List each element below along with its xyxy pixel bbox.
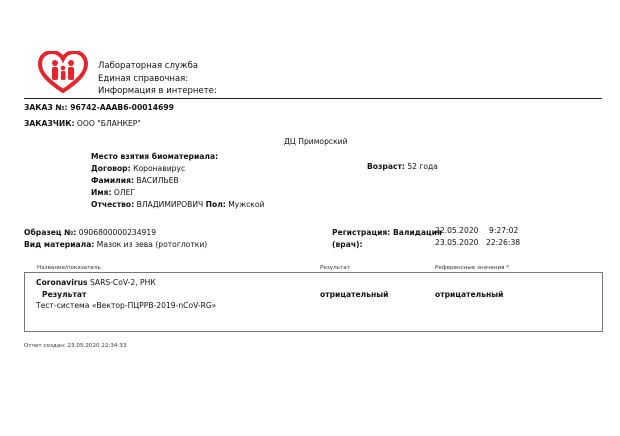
material-line <box>24 240 207 250</box>
sample-label: Образец №: <box>24 228 77 237</box>
surname-value: ВАСИЛЬЕВ <box>136 176 179 185</box>
result-value: отрицательный <box>320 290 389 299</box>
test-name-rest: SARS-CoV-2, РНК <box>89 278 156 287</box>
sample-line <box>24 228 156 238</box>
lab-name: Лабораторная служба <box>98 61 199 71</box>
name-line <box>91 188 135 198</box>
sex-value: Мужской <box>228 200 265 209</box>
doctor-label: (врач): <box>332 240 363 249</box>
sample-number: 0906800000234919 <box>78 228 157 237</box>
col-result-header: Результат <box>320 265 350 271</box>
validation-date: 23.05.2020 <box>435 238 479 247</box>
test-name <box>36 278 156 288</box>
reference-label: Единая справочная: <box>98 74 189 84</box>
validation-label: Валидация <box>393 228 442 237</box>
contract-label: Договор: <box>91 164 131 173</box>
result-row-label: Результат <box>42 290 87 299</box>
report-created: Отчет создан: 23.05.2020 22:34:33 <box>24 343 127 349</box>
order-label: ЗАКАЗ №: <box>24 103 68 112</box>
reference-value: отрицательный <box>435 290 504 299</box>
registration-time: 9:27:02 <box>489 226 519 235</box>
customer-value: ООО "БЛАНКЕР" <box>76 119 141 128</box>
material-label: Вид материала: <box>24 240 95 249</box>
header-divider <box>24 98 602 99</box>
age-value: 52 года <box>407 162 438 171</box>
surname-label: Фамилия: <box>91 176 134 185</box>
patronymic-value: ВЛАДИМИРОВИЧ <box>136 200 204 209</box>
surname-line <box>91 176 179 186</box>
registration-label: Регистрация: <box>332 228 391 237</box>
customer-label: ЗАКАЗЧИК: <box>24 119 75 128</box>
registration-date: 22.05.2020 <box>435 226 479 235</box>
registration-labels <box>332 228 442 238</box>
patronymic-line <box>91 200 264 210</box>
lab-logo <box>38 51 88 93</box>
internet-label: Информация в интернете: <box>98 86 217 96</box>
sex-label: Пол: <box>205 200 226 209</box>
contract-value: Коронавирус <box>133 164 186 173</box>
age-label: Возраст: <box>367 162 405 171</box>
center-name: ДЦ Приморский <box>284 137 348 146</box>
name-value: ОЛЕГ <box>113 188 136 197</box>
validation-time: 22:26:38 <box>486 238 521 247</box>
name-label: Имя: <box>91 188 112 197</box>
material-value: Мазок из зева (ротоглотки) <box>96 240 208 249</box>
contract-line <box>91 164 185 174</box>
customer-line <box>24 119 141 129</box>
col-name-header: Название/показатель <box>37 265 101 271</box>
test-method: Тест-система «Вектор-ПЦРРВ-2019-nCoV-RG» <box>36 301 217 310</box>
order-number: 96742-AAAB6-00014699 <box>70 103 174 112</box>
col-reference-header: Референсные значения * <box>435 265 510 271</box>
patronymic-label: Отчество: <box>91 200 135 209</box>
age-line <box>367 162 438 172</box>
test-name-bold: Coronavirus <box>36 278 88 287</box>
place-label: Место взятия биоматериала: <box>91 152 219 161</box>
order-line <box>24 103 174 113</box>
